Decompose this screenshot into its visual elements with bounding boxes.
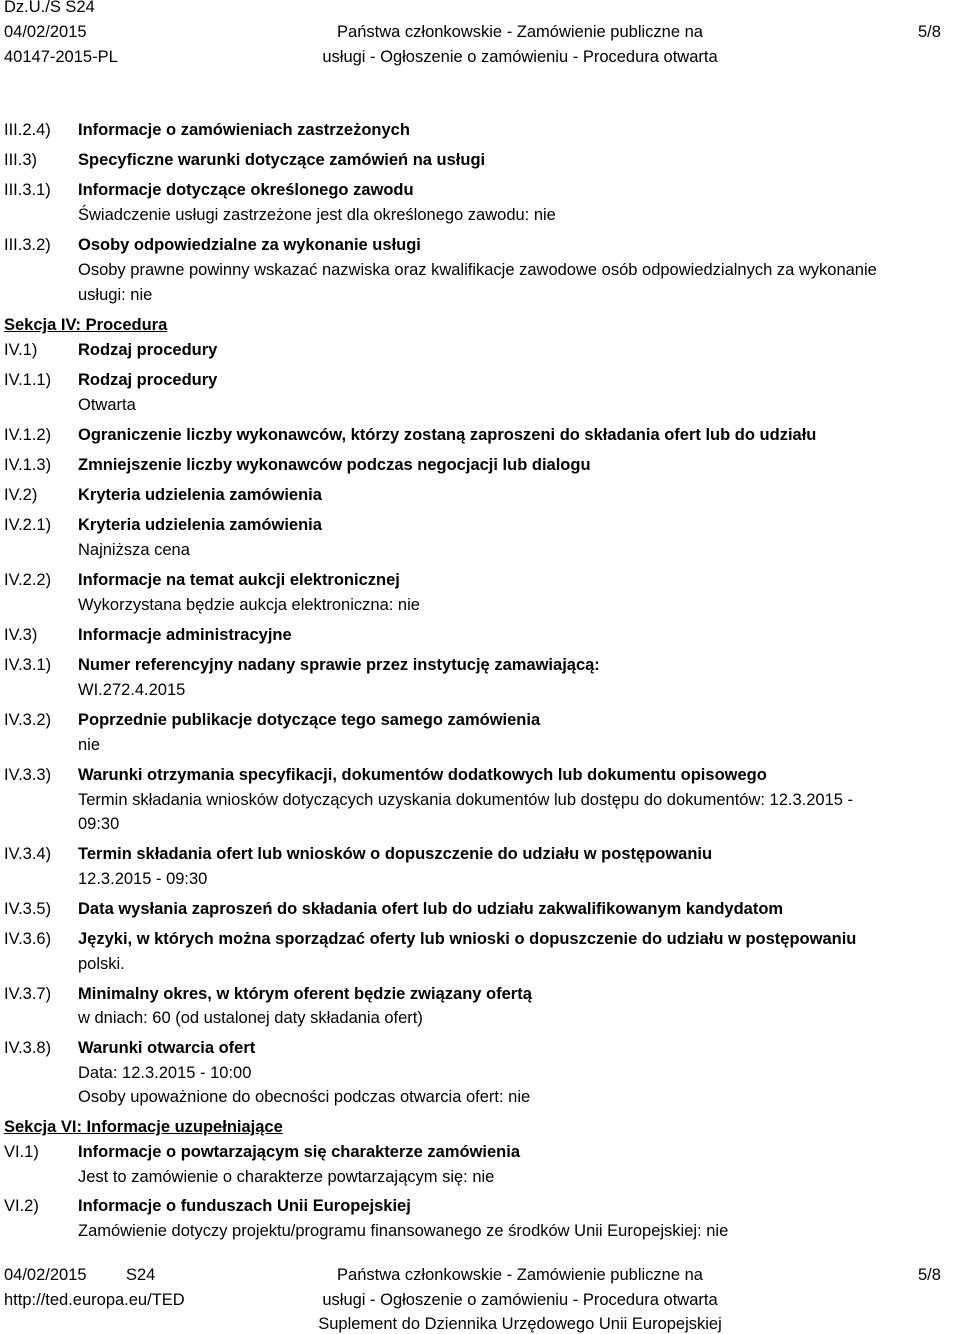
item-title: Informacje na temat aukcji elektronicznej	[78, 571, 400, 589]
item-number: IV.2)	[4, 486, 38, 504]
item-number: IV.2.2)	[4, 571, 52, 589]
item-number: III.3.1)	[4, 181, 51, 199]
item-title: Ograniczenie liczby wykonawców, którzy zostaną zaproszeni do składania ofert lub do udziału	[78, 426, 817, 444]
item-title: Numer referencyjny nadany sprawie przez instytucję zamawiającą:	[78, 656, 600, 674]
item-text: Termin składania wniosków dotyczących uzyskania dokumentów lub dostępu do dokumentów: 12.3.2015 -	[78, 791, 854, 809]
item-text: WI.272.4.2015	[78, 681, 186, 699]
item-text-continued: Osoby upoważnione do obecności podczas otwarcia ofert: nie	[78, 1088, 531, 1106]
item-number: IV.1.1)	[4, 371, 52, 389]
item-title: Zmniejszenie liczby wykonawców podczas negocjacji lub dialogu	[78, 456, 591, 474]
header-date: 04/02/2015	[4, 23, 87, 41]
item-title: Informacje o funduszach Unii Europejskiej	[78, 1197, 411, 1215]
item-title: Specyficzne warunki dotyczące zamówień na usługi	[78, 151, 486, 169]
item-text-continued: usługi: nie	[78, 286, 153, 304]
header-title-line1: Państwa członkowskie - Zamówienie publiczne na	[337, 23, 703, 41]
footer-url[interactable]: http://ted.europa.eu/TED	[4, 1291, 185, 1309]
item-text: 12.3.2015 - 09:30	[78, 870, 208, 888]
item-text: Osoby prawne powinny wskazać nazwiska oraz kwalifikacje zawodowe osób odpowiedzialnych za wykonanie	[78, 261, 877, 279]
header-notice-number: 40147-2015-PL	[4, 48, 118, 66]
item-text: Wykorzystana będzie aukcja elektroniczna: nie	[78, 596, 420, 614]
item-title: Kryteria udzielenia zamówienia	[78, 516, 322, 534]
item-title: Warunki otrzymania specyfikacji, dokumentów dodatkowych lub dokumentu opisowego	[78, 766, 767, 784]
item-text: Otwarta	[78, 396, 136, 414]
item-title: Informacje administracyjne	[78, 626, 292, 644]
item-number: IV.3)	[4, 626, 38, 644]
item-number: VI.1)	[4, 1143, 39, 1161]
section-heading-supplementary: Sekcja VI: Informacje uzupełniające	[4, 1118, 283, 1136]
footer-page-number: 5/8	[918, 1266, 941, 1284]
item-title: Data wysłania zaproszeń do składania ofert lub do udziału zakwalifikowanym kandydatom	[78, 900, 784, 918]
footer-title-line2: usługi - Ogłoszenie o zamówieniu - Procedura otwarta	[322, 1291, 718, 1309]
item-title: Informacje dotyczące określonego zawodu	[78, 181, 414, 199]
item-number: IV.3.6)	[4, 930, 52, 948]
item-title: Rodzaj procedury	[78, 341, 218, 359]
item-title: Poprzednie publikacje dotyczące tego samego zamówienia	[78, 711, 541, 729]
item-title: Języki, w których można sporządzać oferty lub wnioski o dopuszczenie do udziału w postępowaniu	[78, 930, 857, 948]
item-number: IV.3.2)	[4, 711, 52, 729]
item-text: nie	[78, 736, 101, 754]
item-text: Zamówienie dotyczy projektu/programu finansowanego ze środków Unii Europejskiej: nie	[78, 1222, 729, 1240]
item-number: IV.3.7)	[4, 985, 52, 1003]
item-title: Kryteria udzielenia zamówienia	[78, 486, 322, 504]
footer-title-line1: Państwa członkowskie - Zamówienie publiczne na	[337, 1266, 703, 1284]
header-title-line2: usługi - Ogłoszenie o zamówieniu - Procedura otwarta	[322, 48, 718, 66]
header-journal-ref: Dz.U./S S24	[4, 0, 95, 16]
item-number: III.3)	[4, 151, 38, 169]
item-text-continued: 09:30	[78, 815, 120, 833]
item-number: IV.1.2)	[4, 426, 52, 444]
item-number: III.3.2)	[4, 236, 51, 254]
item-text: Jest to zamówienie o charakterze powtarzającym się: nie	[78, 1168, 495, 1186]
item-title: Minimalny okres, w którym oferent będzie związany ofertą	[78, 985, 532, 1003]
footer-supplement: Suplement do Dziennika Urzędowego Unii Europejskiej	[318, 1315, 722, 1333]
item-number: IV.1)	[4, 341, 38, 359]
header-page-number: 5/8	[918, 23, 941, 41]
item-text: Świadczenie usługi zastrzeżone jest dla określonego zawodu: nie	[78, 206, 556, 224]
item-title: Warunki otwarcia ofert	[78, 1039, 256, 1057]
item-text: polski.	[78, 955, 125, 973]
item-number: IV.3.4)	[4, 845, 52, 863]
item-text: w dniach: 60 (od ustalonej daty składania ofert)	[78, 1009, 423, 1027]
item-number: IV.3.1)	[4, 656, 52, 674]
item-title: Osoby odpowiedzialne za wykonanie usługi	[78, 236, 421, 254]
item-number: VI.2)	[4, 1197, 39, 1215]
footer-series: S24	[126, 1266, 156, 1284]
item-title: Informacje o powtarzającym się charakterze zamówienia	[78, 1143, 521, 1161]
item-number: IV.1.3)	[4, 456, 52, 474]
section-heading-procedure: Sekcja IV: Procedura	[4, 316, 168, 334]
item-title: Informacje o zamówieniach zastrzeżonych	[78, 121, 410, 139]
item-number: III.2.4)	[4, 121, 51, 139]
item-number: IV.2.1)	[4, 516, 52, 534]
item-title: Termin składania ofert lub wniosków o dopuszczenie do udziału w postępowaniu	[78, 845, 713, 863]
item-number: IV.3.5)	[4, 900, 52, 918]
item-text: Data: 12.3.2015 - 10:00	[78, 1064, 252, 1082]
footer-date: 04/02/2015	[4, 1266, 87, 1284]
item-number: IV.3.8)	[4, 1039, 52, 1057]
item-title: Rodzaj procedury	[78, 371, 218, 389]
item-text: Najniższa cena	[78, 541, 190, 559]
item-number: IV.3.3)	[4, 766, 52, 784]
